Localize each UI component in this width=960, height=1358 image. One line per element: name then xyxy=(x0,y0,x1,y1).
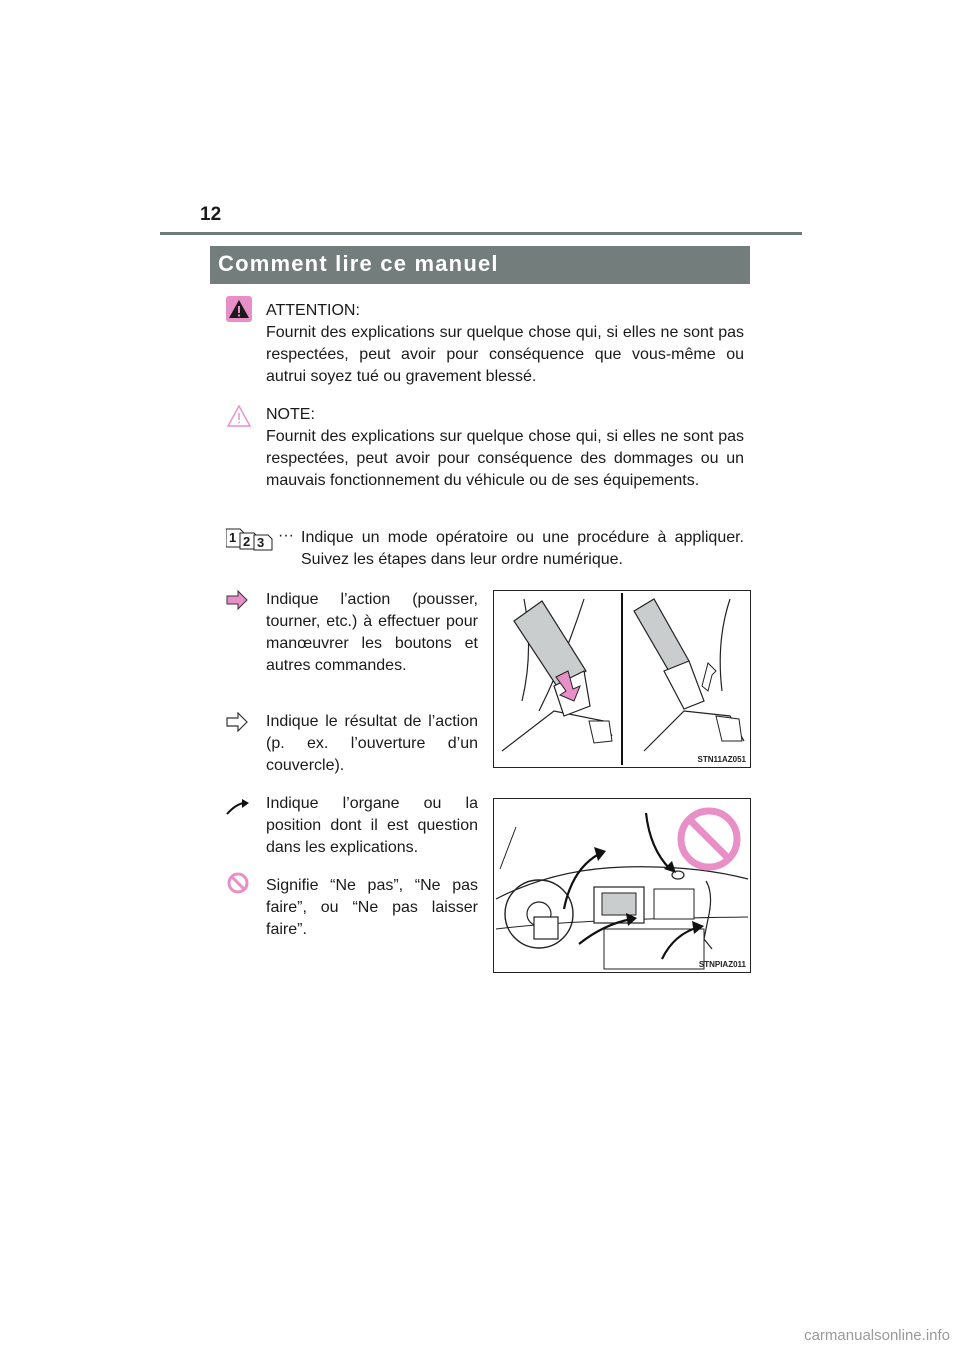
step-numbers-icon xyxy=(226,527,280,551)
prohibited-icon xyxy=(227,872,249,894)
step-number-2: 2 xyxy=(243,534,251,549)
step-number-3: 3 xyxy=(257,535,265,550)
attention-label: ATTENTION: xyxy=(266,302,360,319)
dashboard-drawing xyxy=(494,799,750,972)
figure1-code: STN11AZ051 xyxy=(697,755,746,764)
dashboard-illustration xyxy=(493,798,751,973)
note-label: NOTE: xyxy=(266,406,315,423)
section-title-bar xyxy=(210,246,750,284)
steps-ellipsis: ··· xyxy=(278,527,294,544)
attention-text: Fournit des explications sur quelque chose qui, si elles ne sont pas respectées, peut avoir pour conséquence que vous-même ou autrui soyez tué ou gravement blessé. xyxy=(266,324,744,385)
section-title: Comment lire ce manuel xyxy=(218,251,499,276)
prohibited-text: Signifie “Ne pas”, “Ne pas faire”, ou “Ne pas laisser faire”. xyxy=(266,877,478,938)
figure2-code: STNPIAZ011 xyxy=(698,960,746,969)
warning-triangle-filled-icon xyxy=(226,296,252,322)
seatbelt-illustration xyxy=(493,590,751,768)
header-rule xyxy=(160,232,802,235)
page-number: 12 xyxy=(200,204,222,225)
result-arrow-icon xyxy=(226,712,248,732)
warning-triangle-outline-icon xyxy=(226,403,252,429)
action-arrow-icon xyxy=(226,590,248,610)
action-text: Indique l’action (pousser, tourner, etc.) à effectuer pour manœuvrer les boutons et autres commandes. xyxy=(266,591,478,674)
pointer-arrow-icon xyxy=(226,798,250,816)
component-text: Indique l’organe ou la position dont il est question dans les explications. xyxy=(266,795,478,856)
steps-text: Indique un mode opératoire ou une procédure à appliquer. Suivez les étapes dans leur ordre numérique. xyxy=(301,529,744,568)
step-number-1: 1 xyxy=(229,530,237,545)
seatbelt-drawing xyxy=(494,591,750,767)
result-text: Indique le résultat de l’action (p. ex. l’ouverture d’un couvercle). xyxy=(266,713,478,774)
watermark: carmanualsonline.info xyxy=(804,1327,950,1344)
note-text: Fournit des explications sur quelque chose qui, si elles ne sont pas respectées, peut avoir pour conséquence des dommages ou un mauvais fonctionnement du véhicule ou de ses équipements. xyxy=(266,428,744,489)
